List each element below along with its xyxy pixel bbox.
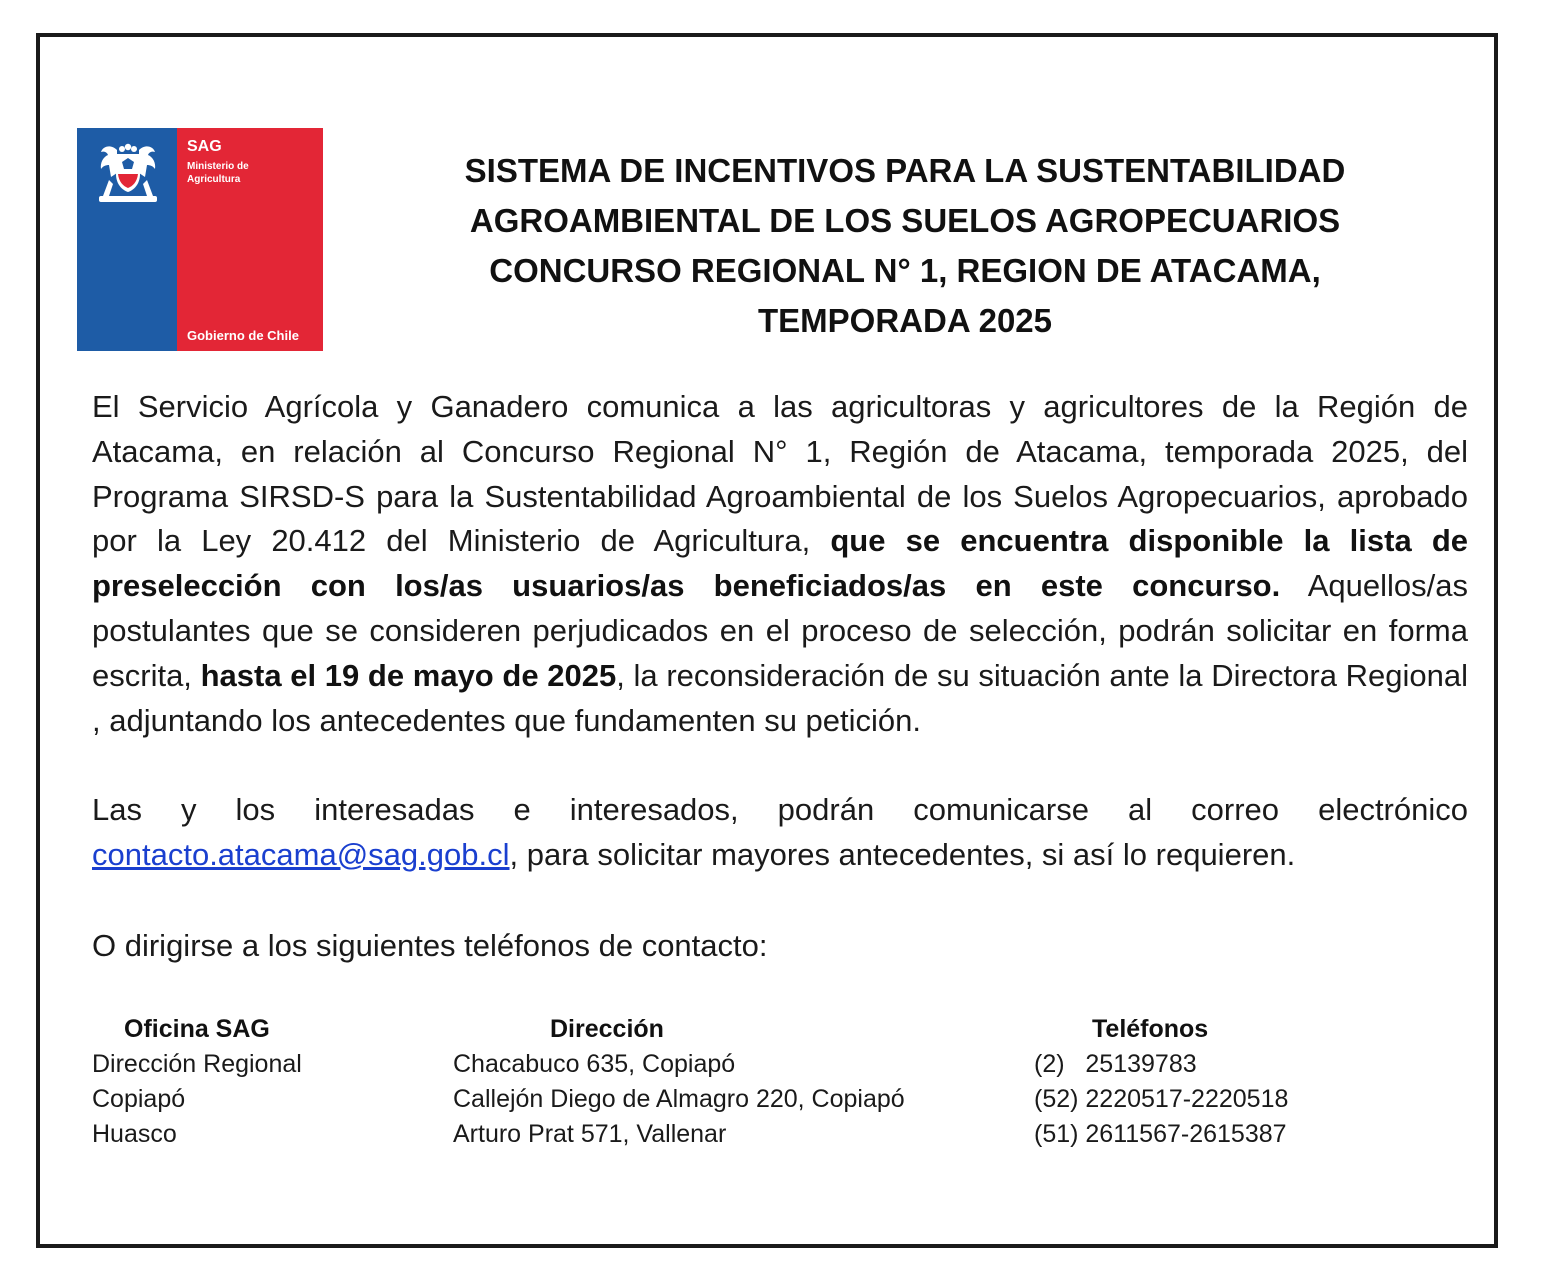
contact-paragraph [92, 788, 1468, 878]
logo-blue-panel [77, 128, 177, 351]
logo-sag-text: SAG [187, 138, 222, 155]
phones-intro: O dirigirse a los siguientes teléfonos de contacto: [92, 928, 768, 963]
header-phones: Teléfonos [1092, 1015, 1209, 1043]
office-phone: (52) 2220517-2220518 [1034, 1085, 1289, 1113]
logo-red-panel [177, 128, 323, 351]
header-address: Dirección [550, 1015, 664, 1043]
logo-ministry-text: Ministerio de Agricultura [187, 161, 249, 185]
title-line: CONCURSO REGIONAL N° 1, REGION DE ATACAMA, [489, 252, 1321, 289]
main-paragraph [92, 385, 1468, 743]
contact-email-link[interactable]: contacto.atacama@sag.gob.cl [92, 836, 510, 872]
office-address: Arturo Prat 571, Vallenar [453, 1120, 727, 1148]
title-line: SISTEMA DE INCENTIVOS PARA LA SUSTENTABILIDAD [464, 152, 1346, 189]
table-header [92, 1012, 1392, 1047]
header-office: Oficina SAG [124, 1015, 270, 1043]
office-name: Dirección Regional [92, 1050, 302, 1078]
paragraph-text: Aquellos/as postulantes que se consideren perjudicados en el proceso de selección, podrán solicitar en forma escrita, [92, 568, 1468, 693]
office-address: Chacabuco 635, Copiapó [453, 1050, 736, 1078]
office-phone: (51) 2611567-2615387 [1034, 1120, 1287, 1148]
sag-logo [77, 128, 323, 351]
office-address: Callejón Diego de Almagro 220, Copiapó [453, 1085, 905, 1113]
title-line: AGROAMBIENTAL DE LOS SUELOS AGROPECUARIOS [469, 202, 1341, 239]
preselection-announcement: que se encuentra disponible la lista de preselección con los/as usuarios/as beneficiados/as en este concurso. [92, 523, 1468, 604]
table-row [92, 1117, 1392, 1152]
table-row [92, 1082, 1392, 1117]
office-name: Copiapó [92, 1085, 186, 1113]
title-line: TEMPORADA 2025 [757, 302, 1053, 339]
table-row [92, 1047, 1392, 1082]
deadline-date: hasta el 19 de mayo de 2025 [200, 657, 617, 693]
paragraph-text: Las y los interesadas e interesados, podrán comunicarse al correo electrónico [92, 792, 1468, 827]
office-phone: (2) 25139783 [1034, 1050, 1197, 1078]
chile-coat-of-arms-icon [89, 140, 167, 210]
document-title [400, 146, 1410, 346]
logo-government-text: Gobierno de Chile [187, 328, 299, 343]
paragraph-text: El Servicio Agrícola y Ganadero comunica a las agricultoras y agricultores de la Región de Atacama, en relación al Concurso Regional N° 1, Región de Atacama, temporada 2025, del Programa SIRSD-S para la Sustentabilidad Agroambiental de los Suelos Agropecuarios, aprobado por la Ley 20.412 del Ministerio de Agricultura, [92, 389, 1468, 559]
office-name: Huasco [92, 1120, 177, 1148]
paragraph-text: , para solicitar mayores antecedentes, si así lo requieren. [509, 836, 1296, 872]
contact-table [92, 1012, 1392, 1152]
paragraph-text: , la reconsideración de su situación ante la Directora Regional , adjuntando los antecedentes que fundamenten su petición. [92, 657, 1469, 738]
